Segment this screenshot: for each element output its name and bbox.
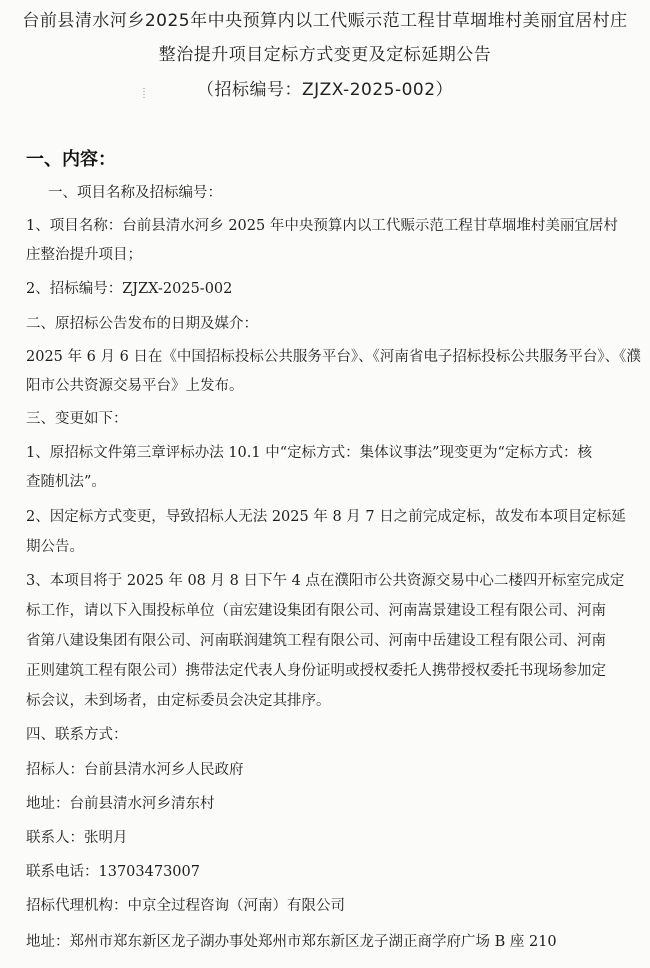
- change-3-line-3: 省第八建设集团有限公司、河南联润建筑工程有限公司、河南中岳建设工程有限公司、河南: [26, 633, 606, 649]
- section-heading: 一、内容：: [26, 149, 116, 170]
- original-notice-line-cont: 阳市公共资源交易平台》上发布。: [26, 378, 244, 394]
- subheading-contact: 四、联系方式：: [26, 727, 128, 743]
- change-3-line: 3、本项目将于 2025 年 08 月 8 日下午 4 点在濮阳市公共资源交易中心二楼四开标室完成定: [26, 573, 625, 589]
- change-3-line-5: 标会议，未到场者，由定标委员会决定其排序。: [26, 693, 331, 709]
- tenderer-line: 招标人：台前县清水河乡人民政府: [26, 762, 244, 778]
- change-3-line-2: 标工作，请以下入围投标单位（亩宏建设集团有限公司、河南嵩景建设工程有限公司、河南: [26, 603, 606, 619]
- change-2-line-cont: 期公告。: [26, 539, 84, 555]
- agency-line: 招标代理机构：中京全过程咨询（河南）有限公司: [26, 898, 345, 914]
- scan-speck: [143, 88, 145, 100]
- title-line-1: 台前县清水河乡2025年中央预算内以工代赈示范工程甘草堌堆村美丽宜居村庄: [22, 11, 628, 31]
- change-3-line-4: 正则建筑工程有限公司）携带法定代表人身份证明或授权委托人携带授权委托书现场参加定: [26, 663, 606, 679]
- bid-code-line: （招标编号：ZJZX-2025-002）: [196, 80, 454, 100]
- project-name-line-cont: 庄整治提升项目；: [26, 247, 142, 263]
- tenderer-address-line: 地址：台前县清水河乡清东村: [26, 796, 215, 812]
- subheading-original-notice: 二、原招标公告发布的日期及媒介：: [26, 316, 258, 332]
- contact-phone-line: 联系电话：13703473007: [26, 864, 200, 880]
- change-1-line: 1、原招标文件第三章评标办法 10.1 中“定标方式：集体议事法”现变更为“定标方式：核: [26, 445, 592, 461]
- contact-person-line: 联系人：张明月: [26, 830, 128, 846]
- change-2-line: 2、因定标方式变更，导致招标人无法 2025 年 8 月 7 日之前完成定标，故发布本项目定标延: [26, 509, 626, 525]
- agency-address-line: 地址：郑州市郑东新区龙子湖办事处郑州市郑东新区龙子湖正商学府广场 B 座 210: [26, 934, 557, 950]
- subheading-project-name: 一、项目名称及招标编号：: [48, 185, 222, 201]
- project-name-line: 1、项目名称：台前县清水河乡 2025 年中央预算内以工代赈示范工程甘草堌堆村美丽宜居村: [26, 218, 618, 234]
- original-notice-line: 2025 年 6 月 6 日在《中国招标投标公共服务平台》、《河南省电子招标投标公共服务平台》、《濮: [26, 349, 641, 365]
- bid-code-item: 2、招标编号：ZJZX-2025-002: [26, 281, 233, 297]
- subheading-changes: 三、变更如下：: [26, 411, 128, 427]
- change-1-line-cont: 查随机法”。: [26, 474, 106, 490]
- title-line-2: 整治提升项目定标方式变更及定标延期公告: [158, 45, 492, 65]
